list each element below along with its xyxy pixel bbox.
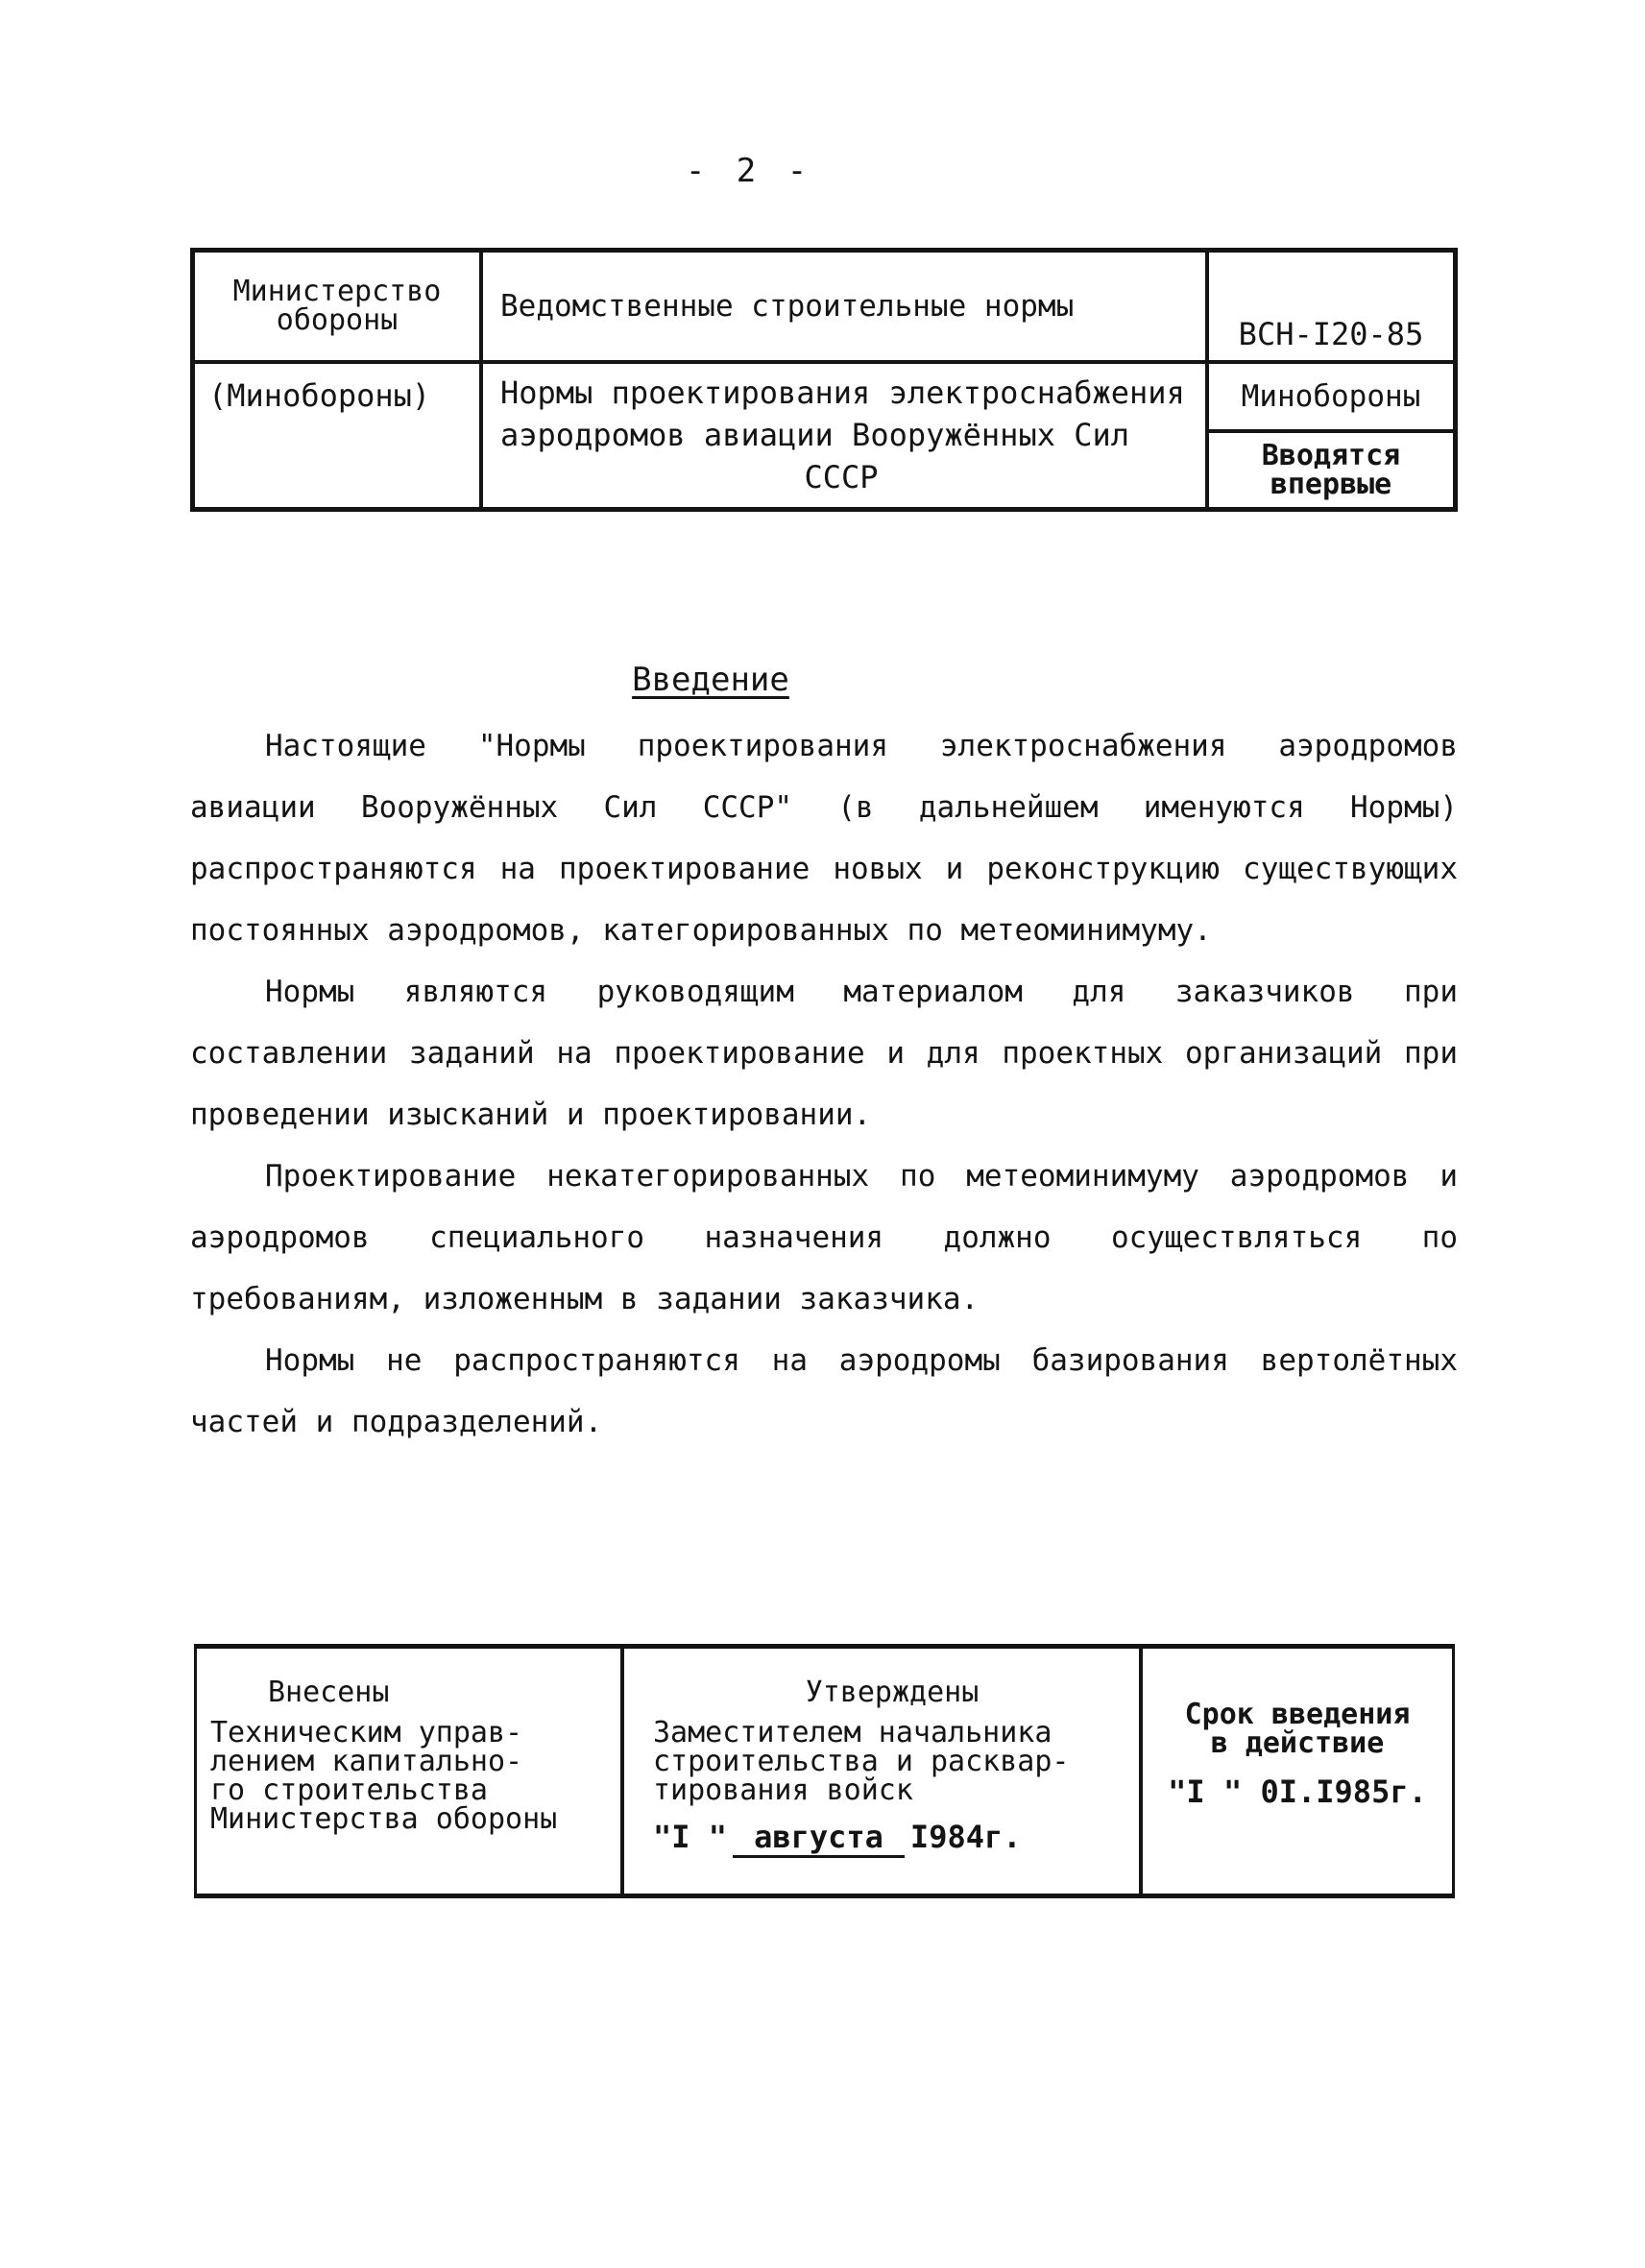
paragraph: Нормы являются руководящим материалом для заказчиков при составлении заданий на проектирование и для проектных организаций при проведении изысканий и проектировании. — [190, 975, 1458, 1132]
effective-date: "I " 0I.I985г. — [1168, 1773, 1427, 1810]
document-status: Вводятся впервые — [1261, 438, 1401, 501]
submitted-by: Техническим управ- лением капитально- го строительства Министерства обороны — [210, 1716, 558, 1836]
document-title — [483, 364, 1205, 507]
footer-column-effective — [1143, 1649, 1452, 1894]
header-column-title — [483, 253, 1209, 507]
approved-by: Заместителем начальника строительства и расквар- тирования войск — [653, 1716, 1070, 1807]
ministry-short-name: (Минобороны) — [208, 377, 431, 414]
document-header-table — [190, 248, 1458, 512]
section-title: Введение — [632, 661, 789, 699]
approval-date — [653, 1819, 1131, 1858]
paragraph: Нормы не распространяются на аэродромы базирования вертолётных частей и подразделений. — [190, 1343, 1458, 1439]
document-code: ВСН-I20-85 — [1209, 253, 1453, 364]
header-column-ministry — [195, 253, 483, 507]
ministry-name: Министерство обороны — [195, 253, 479, 364]
page-number: - 2 - — [685, 152, 813, 190]
footer-column-submitted — [197, 1649, 624, 1894]
paragraph: Настоящие "Нормы проектирования электроснабжения аэродромов авиации Вооружённых Сил СССР" (в дальнейшем именуются Нормы) распространяются на проектирование новых и реконструкцию существующих постоянных аэродромов, категорированных по метеоминимуму. — [190, 729, 1458, 948]
approval-footer-table — [194, 1644, 1455, 1898]
effective-heading: Срок введения в действие — [1184, 1698, 1411, 1760]
approved-heading: Утверждены — [805, 1676, 980, 1709]
approval-year: I984г. — [909, 1819, 1022, 1855]
header-column-code — [1209, 253, 1453, 507]
footer-column-approved — [624, 1649, 1143, 1894]
document-title-last-line: СССР — [804, 459, 879, 495]
submitted-heading: Внесены — [268, 1676, 390, 1709]
paragraph: Проектирование некатегорированных по метеоминимуму аэродромов и аэродромов специального назначения должно осуществляться по требованиям, изложенным в задании заказчика. — [190, 1159, 1458, 1316]
document-title-lines: Нормы проектирования электроснабжения аэродромов авиации Вооружённых Сил — [500, 374, 1185, 453]
document-type: Ведомственные строительные нормы — [483, 253, 1205, 364]
approval-day: "I " — [653, 1819, 728, 1855]
document-owner: Минобороны — [1209, 364, 1453, 433]
introduction-body — [190, 715, 1458, 1453]
approval-month: августа — [733, 1819, 905, 1858]
